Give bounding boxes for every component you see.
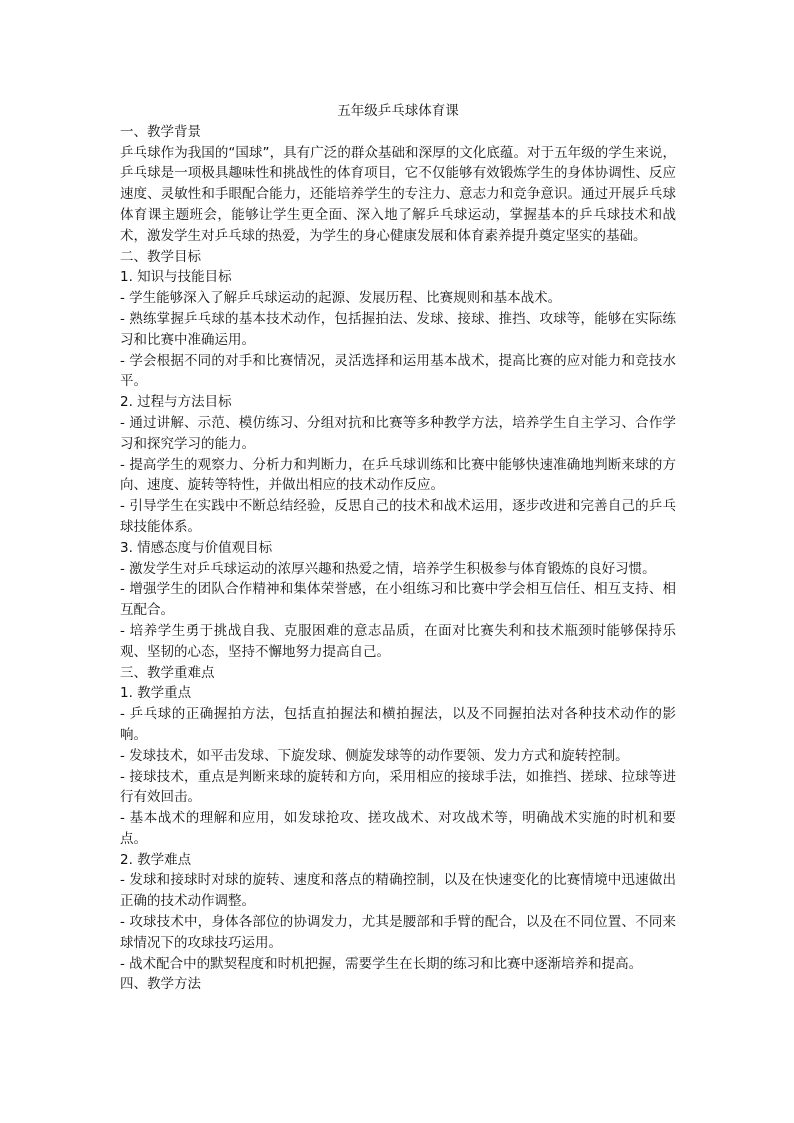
section-heading-objectives: 二、教学目标: [120, 248, 201, 265]
subheading-process-methods: 2. 过程与方法目标: [120, 394, 232, 411]
subheading-difficulties: 2. 教学难点: [120, 851, 192, 868]
list-item: - 攻球技术中，身体各部位的协调发力，尤其是腰部和手臂的配合，以及在不同位置、不同来球情况下的攻球技巧运用。: [120, 914, 676, 951]
list-item: - 熟练掌握乒乓球的基本技术动作，包括握拍法、发球、接球、推挡、攻球等，能够在实际练习和比赛中准确运用。: [120, 310, 676, 348]
background-paragraph: 乒乓球作为我国的“国球”，具有广泛的群众基础和深厚的文化底蕴。对于五年级的学生来说，乒乓球是一项极具趣味性和挑战性的体育项目，它不仅能够有效锻炼学生的身体协调性、反应速度、灵敏性和手眼配合能力，还能培养学生的专注力、意志力和竞争意识。通过开展乒乓球体育课主题班会，能够让学生更全面、深入地了解乒乓球运动，掌握基本的乒乓球技术和战术，激发学生对乒乓球的热爱，为学生的身心健康发展和体育素养提升奠定坚实的基础。: [120, 144, 676, 244]
subheading-knowledge-skills: 1. 知识与技能目标: [120, 269, 232, 286]
document-page: [120, 101, 676, 995]
document-title: 五年级乒乓球体育课: [337, 103, 459, 119]
list-item: - 学会根据不同的对手和比赛情况，灵活选择和运用基本战术，提高比赛的应对能力和竞技水平。: [120, 352, 676, 390]
subheading-focus: 1. 教学重点: [120, 685, 192, 702]
list-item: - 基本战术的理解和应用，如发球抢攻、搓攻战术、对攻战术等，明确战术实施的时机和要点。: [120, 810, 676, 847]
list-item: - 发球技术，如平击发球、下旋发球、侧旋发球等的动作要领、发力方式和旋转控制。: [120, 747, 629, 764]
list-item: - 乒乓球的正确握拍方法，包括直拍握法和横拍握法，以及不同握拍法对各种技术动作的影响。: [120, 706, 676, 743]
list-item: - 提高学生的观察力、分析力和判断力，在乒乓球训练和比赛中能够快速准确地判断来球的方向、速度、旋转等特性，并做出相应的技术动作反应。: [120, 456, 676, 494]
list-item: - 学生能够深入了解乒乓球运动的起源、发展历程、比赛规则和基本战术。: [120, 290, 562, 307]
list-item: - 引导学生在实践中不断总结经验，反思自己的技术和战术运用，逐步改进和完善自己的乒乓球技能体系。: [120, 498, 676, 535]
subheading-emotion-values: 3. 情感态度与价值观目标: [120, 539, 273, 556]
section-heading-methods: 四、教学方法: [120, 976, 201, 993]
list-item: - 发球和接球时对球的旋转、速度和落点的精确控制，以及在快速变化的比赛情境中迅速做出正确的技术动作调整。: [120, 872, 676, 910]
section-heading-background: 一、教学背景: [120, 123, 201, 140]
list-item: - 战术配合中的默契程度和时机把握，需要学生在长期的练习和比赛中逐渐培养和提高。: [120, 955, 643, 972]
list-item: - 培养学生勇于挑战自我、克服困难的意志品质，在面对比赛失利和技术瓶颈时能够保持乐观、坚韧的心态，坚持不懈地努力提高自己。: [120, 622, 676, 660]
section-heading-key-points: 三、教学重难点: [120, 664, 215, 681]
list-item: - 激发学生对乒乓球运动的浓厚兴趣和热爱之情，培养学生积极参与体育锻炼的良好习惯。: [120, 560, 656, 577]
list-item: - 接球技术，重点是判断来球的旋转和方向，采用相应的接球手法，如推挡、搓球、拉球等进行有效回击。: [120, 768, 676, 806]
list-item: - 增强学生的团队合作精神和集体荣誉感，在小组练习和比赛中学会相互信任、相互支持、相互配合。: [120, 581, 676, 619]
list-item: - 通过讲解、示范、模仿练习、分组对抗和比赛等多种教学方法，培养学生自主学习、合作学习和探究学习的能力。: [120, 414, 676, 452]
